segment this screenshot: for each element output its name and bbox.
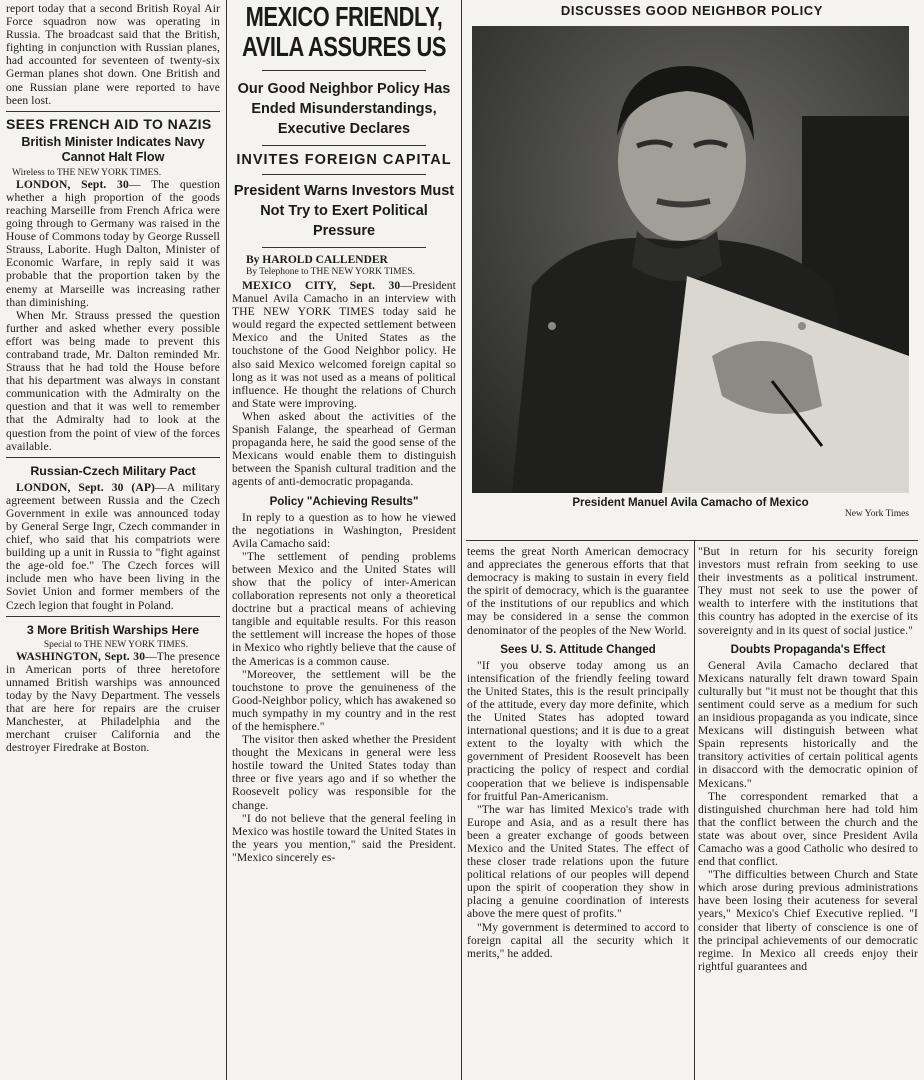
mexico-paragraph: "I do not believe that the general feeling in Mexico was hostile toward the United States in the years you mention," said the President. "Mexico sincerely es- [232,811,456,864]
mexico-dateline: MEXICO CITY, Sept. 30 [242,279,401,292]
mexico-deck: Our Good Neighbor Policy Has Ended Misunderstandings, Executive Declares [237,81,451,137]
story1-paragraph: LONDON, Sept. 30— The question whether a high proportion of the goods reaching Marseille from French Africa were going through to Germany was raised in the House of Commons today by George Russell Strauss, Laborite. Hugh Dalton, Minister of Economic Warfare, in reply said it was probable that the proportion taken by the enemy at Marseille was increasing rather than diminishing. [6,177,220,309]
divider [262,70,426,71]
section-head: Policy "Achieving Results" [269,494,419,508]
mexico-paragraph: "The settlement of pending problems between Mexico and the United States will show that the policy of inter-American collaboration represents not only a theoretical doctrine but a practical means of achieving tangible and equitable results. For this reason the settlement will increase the hopes of those in Mexico who rightly believe that the cause of the Americas is a common cause. [232,549,456,668]
mustache [657,201,710,205]
col4-paragraph: The correspondent remarked that a distinguished churchman here had told him that the conflict between the church and the state was about over, since President Avila Camacho was a good Catholic who desired to end that conflict. [698,789,918,869]
photo-headline: DISCUSSES GOOD NEIGHBOR POLICY [560,3,824,18]
divider [262,174,426,175]
divider [466,540,918,541]
col4-paragraph: "But in return for his security foreign investors must refrain from seeking to use their investments as a political instrument. They must not seek to use the power of wealth to interfere with the institutions that this country has adopted in the exercise of its sovereignty and in its quest of social justice." [698,545,918,637]
col3-paragraph: "The war has limited Mexico's trade with Europe and Asia, and as a result there has been a greater exchange of goods between Mexico and the United States. The effect of these closer trade relations upon the future political relations of our peoples will depend upon the spirit of cooperation they show in placing a genuine coordination of interests above the mere quest of profits." [467,802,689,921]
col3-paragraph: "If you observe today among us an intensification of the friendly feeling toward the United States, this is the result principally of the attitude, every day more definite, which the United States has adopted toward international questions; and it is due to a great extent to the loyalty with which the government of President Roosevelt has been practicing the policy of respect and cordial cooperation that we believe is indispensable for fruitful Pan-Americanism. [467,658,689,803]
story2-paragraph: LONDON, Sept. 30 (AP)—A military agreement between Russia and the Czech Government in exile was announced today by General Serge Ingr, Czech commander in chief, who said that his compatriots were building up a unit in Russia to "fight against the age-old foe." The Czech forces will include men who have been living in the Soviet Union and former members of the Czech legion that fought in Poland. [6,480,220,612]
photo-caption-area [472,497,909,527]
section-head: Doubts Propaganda's Effect [730,642,886,656]
mexico-paragraph: "Moreover, the settlement will be the touchstone to prove the genuineness of the Good-Neighbor policy, which has awakened so much sympathy in my country and in the rest of the hemisphere." [232,667,456,733]
col3-paragraph: "My government is determined to accord to foreign capital all the security which it merits," he added. [467,920,689,960]
story3-credit: Special to THE NEW YORK TIMES. [43,639,189,650]
mexico-deck-caps: INVITES FOREIGN CAPITAL [236,152,452,168]
story3-dateline: WASHINGTON, Sept. 30 [16,649,146,663]
story2-dateline: LONDON, Sept. 30 (AP) [16,480,156,494]
divider [262,247,426,248]
uniform-button [798,322,806,330]
byline-credit: By Telephone to THE NEW YORK TIMES. [246,267,416,277]
story2-headline: Russian-Czech Military Pact [30,463,196,478]
section-head: Sees U. S. Attitude Changed [500,642,656,656]
mexico-headline: MEXICO FRIENDLY, AVILA ASSURES US [241,2,447,62]
uniform-button [548,322,556,330]
mexico-paragraph: MEXICO CITY, Sept. 30—President Manuel Avila Camacho in an interview with THE NEW YORK TIMES today said he would regard the expected settlement between Mexico and the United States as the touchstone of the Good Neighbor policy. He also said Mexico welcomed foreign capital so long as it was not used as a means of political influence. He thought the relations of Church and State were improving. [232,279,456,410]
col3-paragraph: teems the great North American democracy and appreciates the generous efforts that that democracy is making to sustain in every field the spirit of democracy, which is the guarantee of the institutions of our republics and which may be considered in a sense the common denominator of the peoples of the New World. [467,545,689,637]
mexico-paragraph: In reply to a question as to how he viewed the negotiations in Washington, President Avila Camacho said: [232,510,456,550]
story1-credit: Wireless to THE NEW YORK TIMES. [12,167,162,178]
column-4 [698,545,918,1078]
photo-header [466,3,918,23]
mexico-deck: President Warns Investors Must Not Try to Exert Political Pressure [233,183,455,239]
photo-caption: President Manuel Avila Camacho of Mexico [572,497,809,509]
column-rule [461,0,462,1080]
col4-paragraph: "The difficulties between Church and State which arose during previous administrations have been losing their acuteness for several years," Mexico's Chief Executive replied. "I consider that liberty of conscience is one of the principal achievements of our democratic regime. In Mexico all creeds enjoy their rightful guarantees and [698,868,918,973]
divider [6,457,220,458]
left-column [6,2,220,1078]
column-rule [694,540,695,1080]
portrait-illustration [472,26,909,493]
story1-headline: SEES FRENCH AID TO NAZIS [6,115,212,132]
divider [6,616,220,617]
divider [6,111,220,112]
mexico-paragraph: The visitor then asked whether the President thought the Mexicans in general were less hostile toward the United States today than three or five years ago and if so whether the Roosevelt policy was responsible for the change. [232,733,456,812]
portrait-photo [472,26,909,493]
mexico-paragraph: When asked about the activities of the Spanish Falange, the spearhead of German propaganda here, he said the good sense of the Mexicans would enable them to distinguish between the Spanish cultural tradition and the agents of anti-democratic propaganda. [232,409,456,489]
story3-paragraph: WASHINGTON, Sept. 30—The presence in American ports of three heretofore unnamed British warships was announced today by the Navy Department. The vessels that are here for repairs are the cruiser Manchester, at Philadelphia and the merchant cruiser California and the destroyer Firedrake at Boston. [6,649,220,755]
divider [262,145,426,146]
col4-paragraph: General Avila Camacho declared that Mexicans naturally felt drawn toward Spain culturally but "it must not be thought that this sentiment could serve as a medium for such an insidious propaganda as you indicate, since Mexicans will distinguish between what Spain represents historically and the transitory activities of certain political agents in disaccord with the democratic opinion of Mexicans." [698,658,918,790]
story3-headline: 3 More British Warships Here [26,622,200,637]
story1-subhead: British Minister Indicates Navy Cannot Halt Flow [21,134,205,164]
story1-dateline: LONDON, Sept. 30 [16,177,129,191]
column-3 [467,545,689,1078]
story1-paragraph: When Mr. Strauss pressed the question further and asked whether every possible effort was being made to prevent this contraband trade, Mr. Dalton reminded Mr. Strauss that he had told the House before that his department was always in constant communication with the Admiralty on the question and that it was well to remember that the Admiralty had to look at the question from the point of view of the forces available. [6,308,220,453]
byline: By HAROLD CALLENDER [246,254,388,266]
column-rule [226,0,227,1080]
photo-credit: New York Times [844,509,909,519]
intro-paragraph: report today that a second British Royal Air Force squadron now was operating in Russia. The broadcast said that the British, fighting in conjunction with Russian planes, had accounted for seventeen of twenty-six German planes shot down. One British and one Russian plane were reported to have been lost. [6,2,220,107]
mexico-column [232,2,456,1078]
